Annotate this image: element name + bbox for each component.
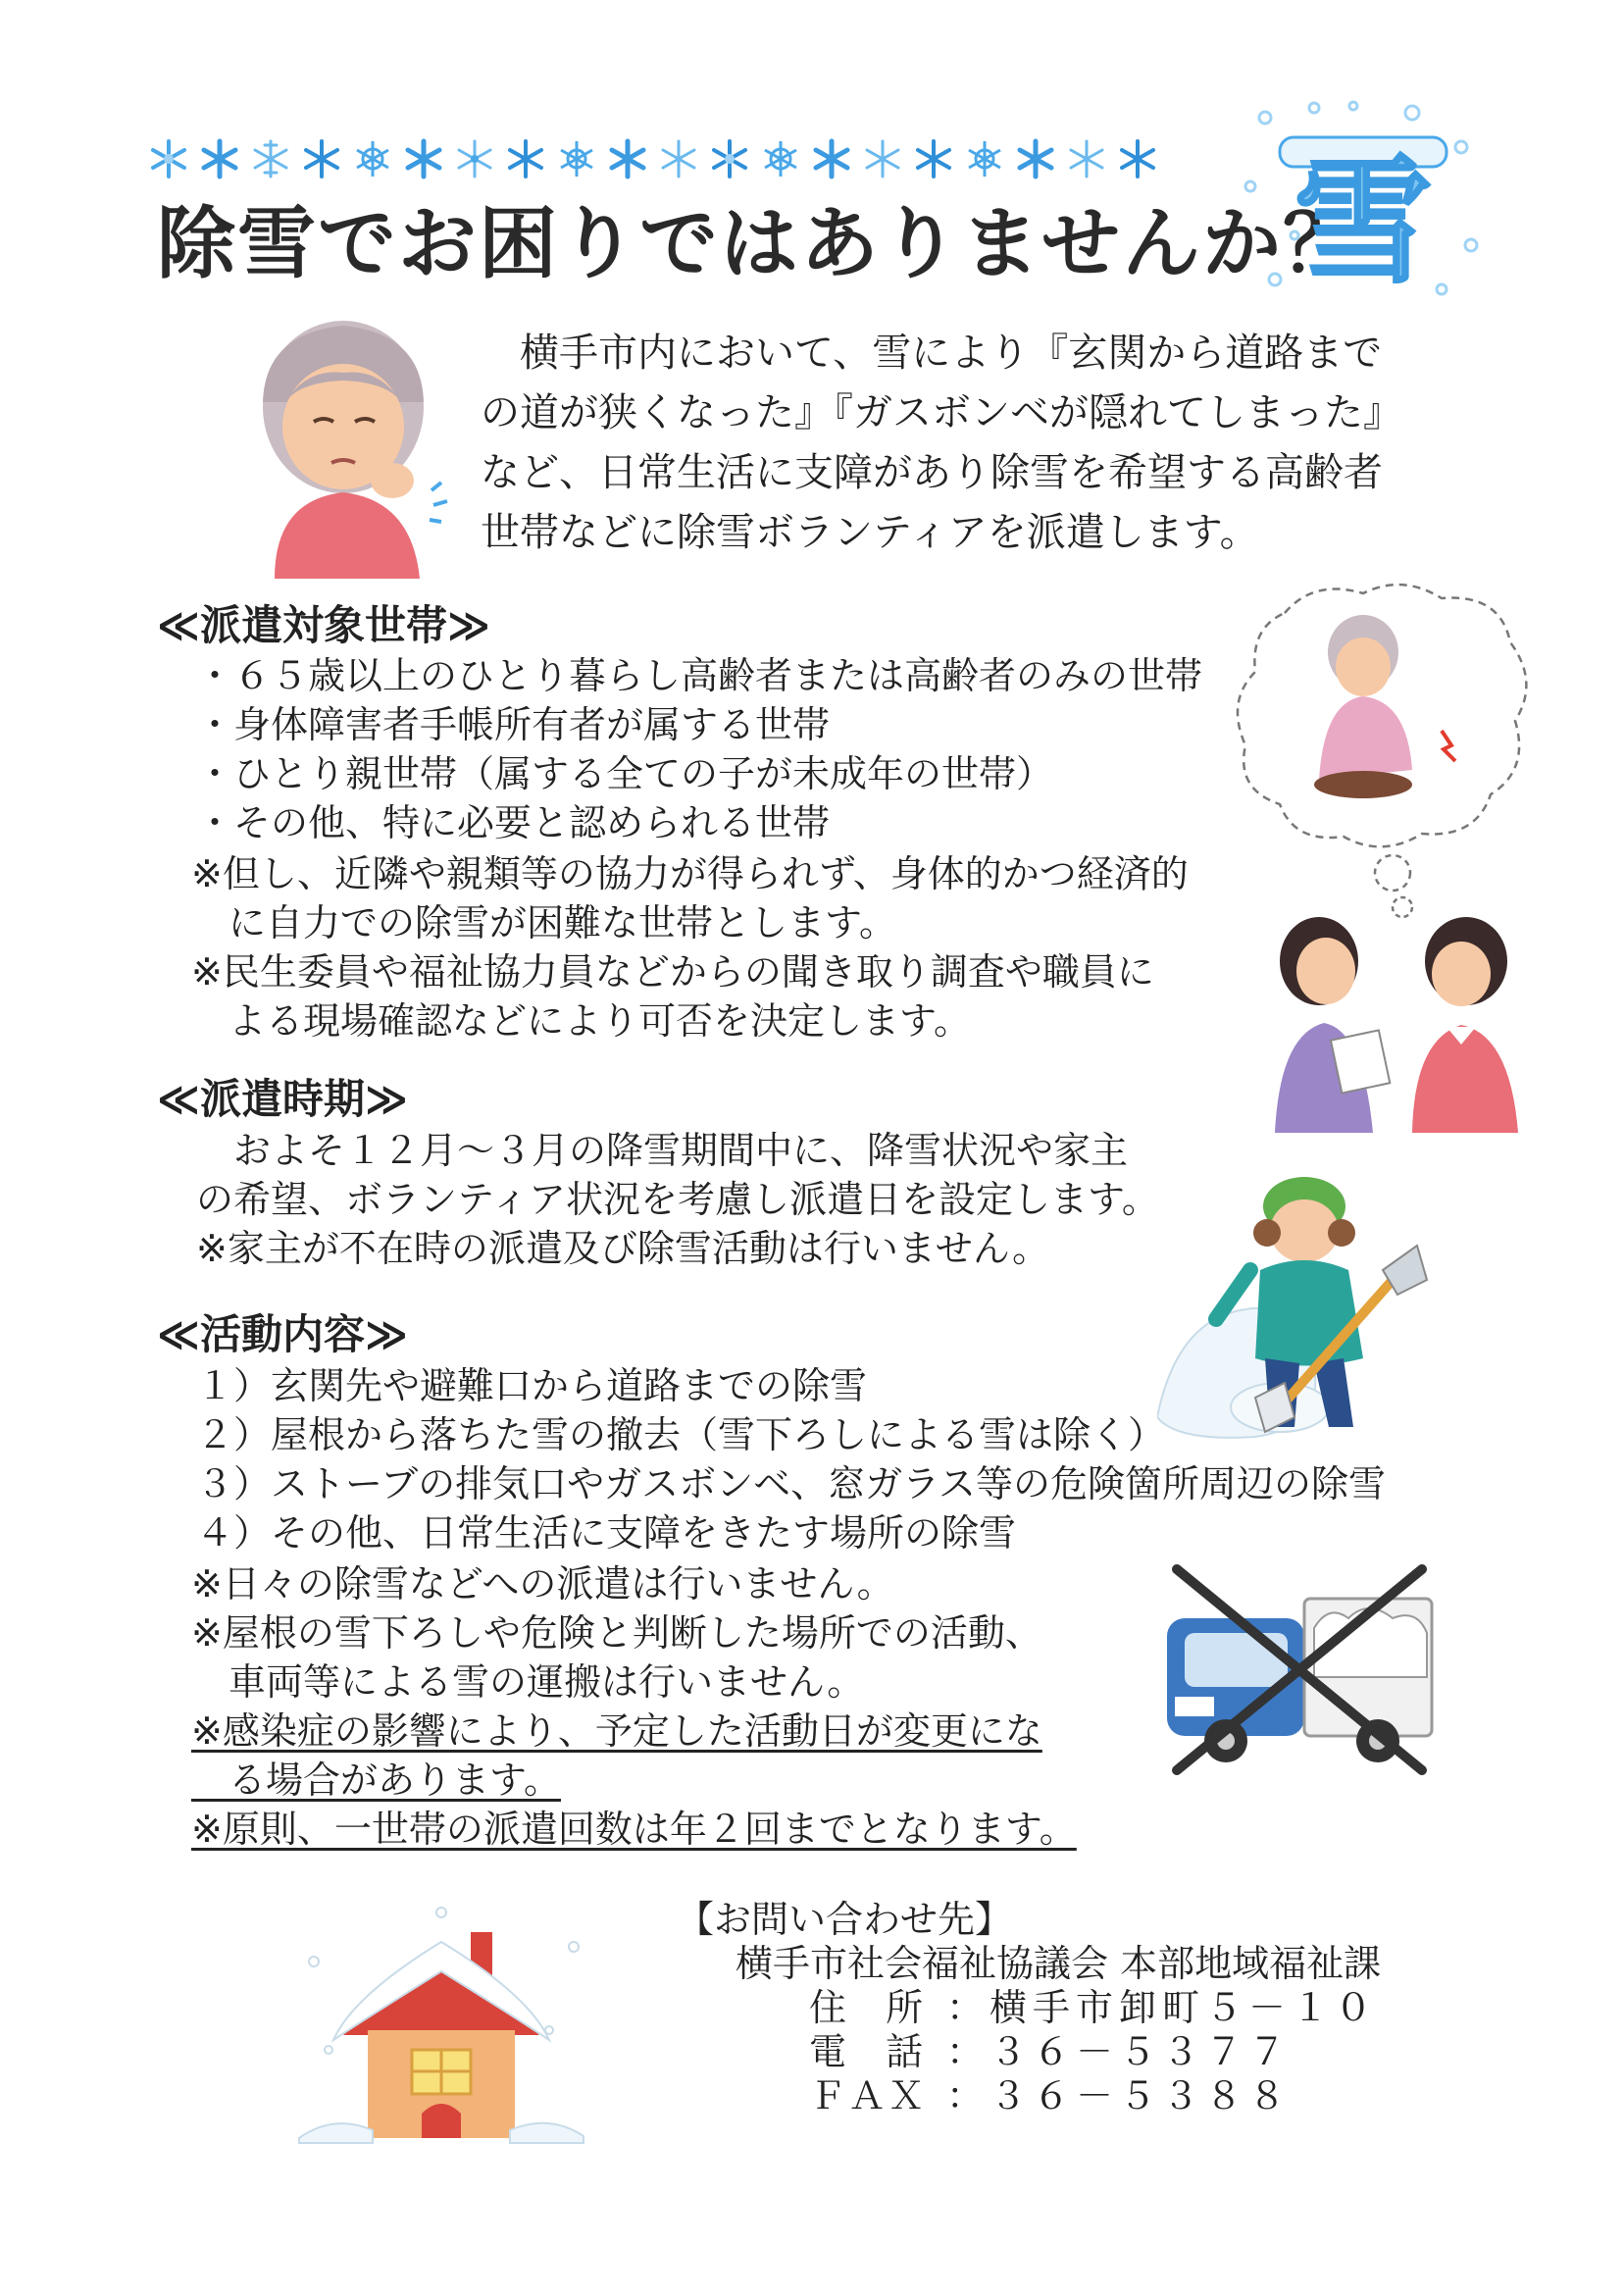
list-item: ・身体障害者手帳所有者が属する世帯	[196, 703, 831, 746]
list-item: ４）その他、日常生活に支障をきたす場所の除雪	[196, 1511, 1017, 1555]
snowflake-icon	[606, 137, 649, 180]
list-item: ・その他、特に必要と認められる世帯	[196, 801, 831, 844]
page-title: 除雪でお困りではありませんか？	[157, 198, 1363, 289]
snowflake-icon	[657, 137, 700, 180]
snowflake-icon	[1014, 137, 1057, 180]
snowflake-icon	[351, 137, 394, 180]
snowflake-icon	[249, 137, 292, 180]
list-item: ・６５歳以上のひとり暮らし高齢者または高齢者のみの世帯	[196, 654, 1203, 697]
underlined-note: ※感染症の影響により、予定した活動日が変更にな	[191, 1709, 1042, 1753]
snowflake-icon	[198, 137, 241, 180]
snowflake-icon	[708, 137, 751, 180]
target-notes	[191, 849, 1189, 1045]
snowflake-icon	[555, 137, 598, 180]
contact-address-row	[677, 1986, 1381, 2030]
list-item: １）玄関先や避難口から道路までの除雪	[196, 1364, 868, 1407]
fax-value: ：３６－５３８８	[946, 2074, 1293, 2117]
fax-label: ＦＡＸ	[809, 2074, 928, 2117]
worried-elderly-woman-illustration	[245, 314, 451, 579]
intro-line: の道が狭くなった』『ガスボンベが隠れてしまった』	[481, 390, 1402, 435]
snowy-house-illustration	[294, 1903, 588, 2148]
snowflake-icon	[504, 137, 547, 180]
snowflake-icon	[1116, 137, 1159, 180]
period-heading: ≪派遣時期≫	[157, 1075, 408, 1123]
address-value: ：横手市卸町５－１０	[946, 1986, 1379, 2029]
contact-phone-row	[677, 2030, 1381, 2074]
note-line: 車両等による雪の運搬は行いません。	[191, 1660, 865, 1704]
snowflake-icon	[300, 137, 343, 180]
period-line: およそ１２月～３月の降雪期間中に、降雪状況や家主	[196, 1129, 1129, 1172]
snowflake-icon	[810, 137, 853, 180]
address-label: 住 所	[809, 1986, 938, 2029]
note-line: ※屋根の雪下ろしや危険と判断した場所での活動、	[191, 1611, 1042, 1655]
note-line	[191, 1756, 1077, 1805]
period-line: ※家主が不在時の派遣及び除雪活動は行いません。	[196, 1227, 1050, 1270]
underlined-note: ※原則、一世帯の派遣回数は年２回までとなります。	[191, 1808, 1077, 1851]
note-line	[191, 1805, 1077, 1854]
intro-line: など、日常生活に支障があり除雪を希望する高齢者	[481, 450, 1383, 495]
intro-line: 世帯などに除雪ボランティアを派遣します。	[481, 510, 1259, 555]
snowflake-icon	[1065, 137, 1108, 180]
snowflake-icon	[453, 137, 496, 180]
note-line	[191, 1707, 1077, 1756]
underlined-note: る場合があります。	[191, 1759, 561, 1802]
contact-organization: 横手市社会福祉協議会 本部地域福祉課	[736, 1942, 1382, 1985]
note-line: よる現場確認などにより可否を決定します。	[191, 999, 971, 1043]
activity-notes	[191, 1559, 1077, 1854]
list-item: ・ひとり親世帯（属する全ての子が未成年の世帯）	[196, 752, 1054, 795]
contact-heading: 【お問い合わせ先】	[677, 1898, 1013, 1941]
note-line: ※日々の除雪などへの派遣は行いません。	[191, 1562, 894, 1606]
activity-heading: ≪活動内容≫	[157, 1310, 408, 1358]
snowflake-icon	[147, 137, 190, 180]
snow-kanji-logo	[1236, 98, 1481, 304]
contact-fax-row	[677, 2074, 1381, 2118]
snowflake-icon	[402, 137, 445, 180]
target-heading: ≪派遣対象世帯≫	[157, 601, 490, 649]
intro-line: 横手市内において、雪により『玄関から道路まで	[481, 331, 1383, 376]
snowflake-icon	[861, 137, 904, 180]
note-line: ※民生委員や福祉協力員などからの聞き取り調査や職員に	[191, 950, 1154, 994]
snowflake-icon	[912, 137, 955, 180]
thought-bubble-illustration	[1226, 574, 1540, 927]
period-text	[196, 1126, 1159, 1273]
note-line: ※但し、近隣や親類等の協力が得られず、身体的かつ経済的	[191, 852, 1189, 895]
target-list	[196, 651, 1202, 847]
phone-label: 電 話	[809, 2030, 938, 2073]
activity-list	[196, 1361, 1386, 1557]
consultation-illustration	[1265, 907, 1530, 1133]
note-line: に自力での除雪が困難な世帯とします。	[191, 901, 896, 944]
list-item: ２）屋根から落ちた雪の撤去（雪下ろしによる雪は除く）	[196, 1413, 1166, 1456]
snowflake-icon	[759, 137, 802, 180]
snowflake-row	[147, 137, 1226, 196]
phone-value: ：３６－５３７７	[946, 2030, 1293, 2073]
contact-block	[677, 1898, 1381, 2118]
snowflake-icon	[963, 137, 1006, 180]
no-truck-illustration	[1157, 1559, 1442, 1780]
list-item: ３）ストーブの排気口やガスボンベ、窓ガラス等の危険箇所周辺の除雪	[196, 1462, 1386, 1505]
snow-kanji: 雪	[1294, 143, 1433, 303]
period-line: の希望、ボランティア状況を考慮し派遣日を設定します。	[196, 1178, 1159, 1221]
intro-paragraph	[481, 324, 1491, 563]
